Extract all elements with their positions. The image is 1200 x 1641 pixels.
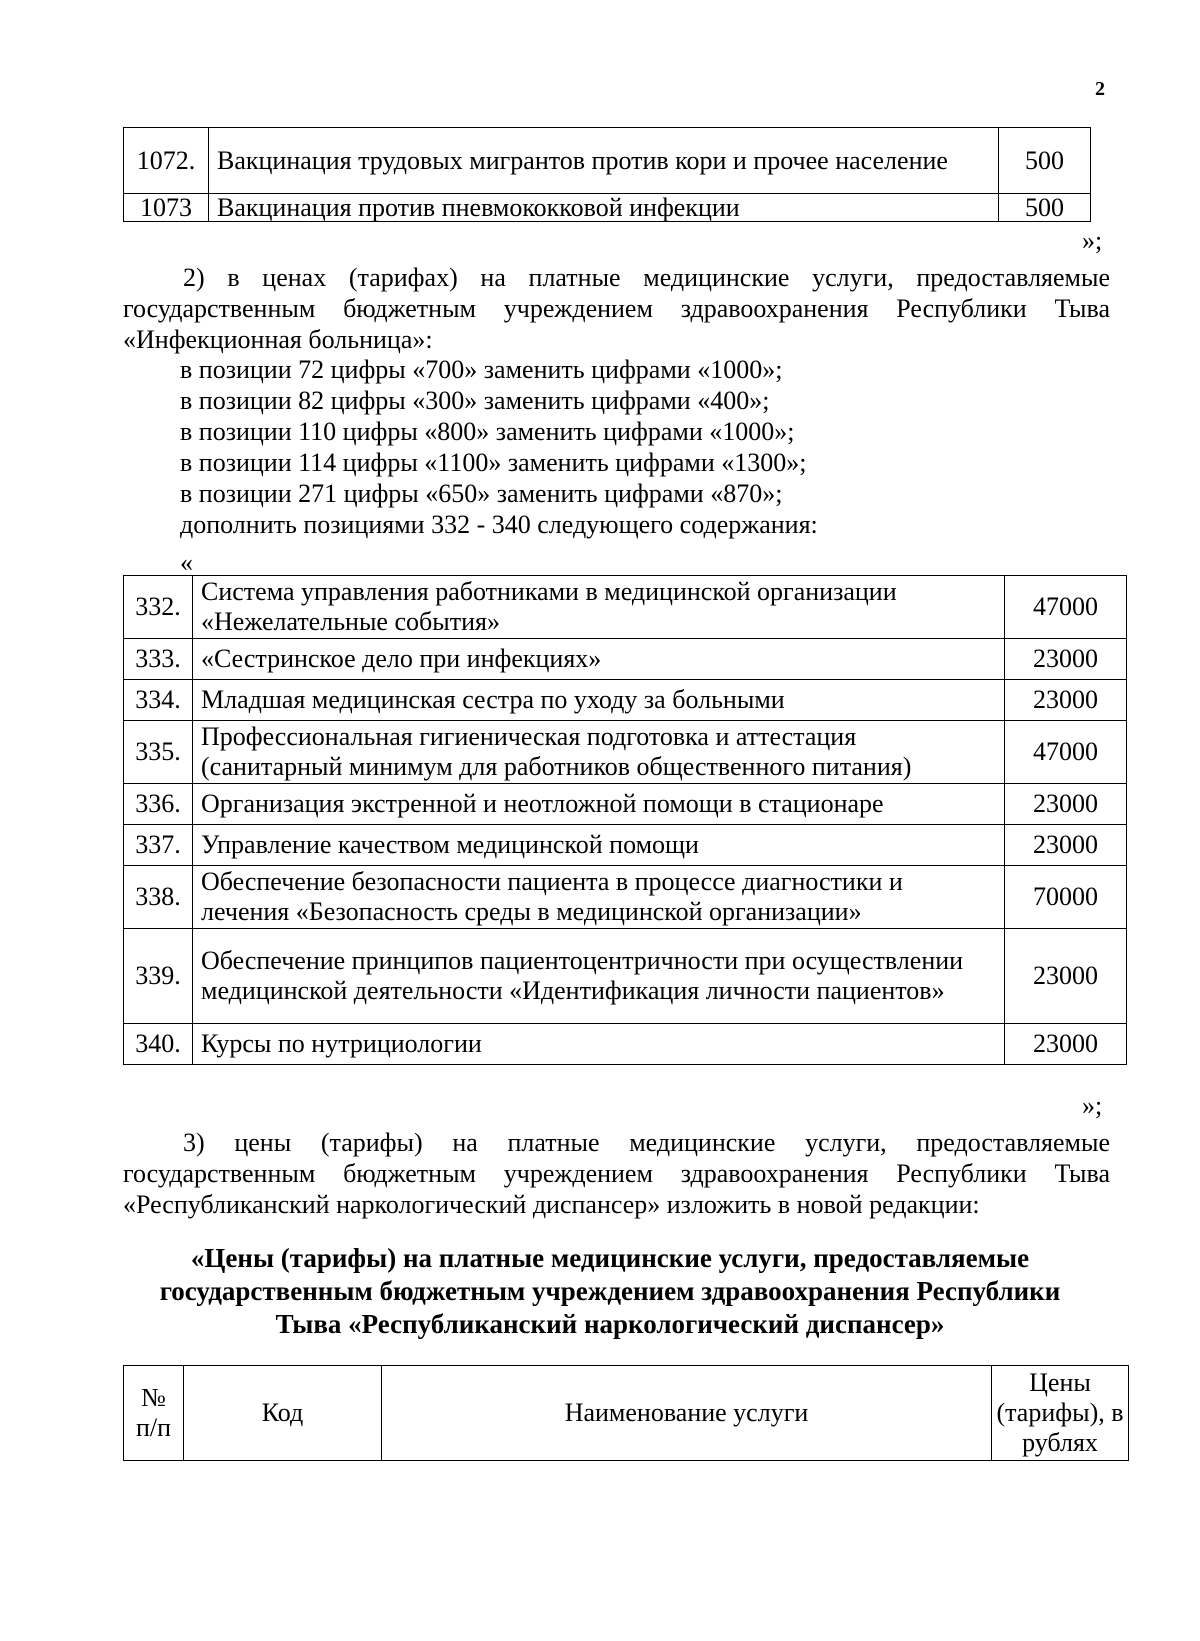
list-item: в позиции 271 цифры «650» заменить цифрами «870»;: [180, 479, 783, 508]
table-row: [124, 639, 1127, 680]
service-price: 500: [999, 194, 1091, 222]
service-name: Младшая медицинская сестра по уходу за больными: [193, 680, 1005, 721]
changes-list: [180, 354, 818, 540]
service-name: Обеспечение безопасности пациента в процессе диагностики и лечения «Безопасность среды в медицинской организации»: [193, 866, 1005, 929]
list-item: в позиции 114 цифры «1100» заменить цифрами «1300»;: [180, 448, 807, 477]
table-row: [124, 784, 1127, 825]
row-number: 340.: [124, 1024, 193, 1065]
column-header-code: Код: [184, 1366, 382, 1461]
row-number: 336.: [124, 784, 193, 825]
continuation-table: [123, 127, 1091, 222]
row-number: 1073: [124, 194, 209, 222]
service-price: 500: [999, 128, 1091, 194]
page-number: 2: [1095, 78, 1105, 100]
service-name: Организация экстренной и неотложной помощи в стационаре: [193, 784, 1005, 825]
service-price: 23000: [1005, 680, 1127, 721]
service-name: Обеспечение принципов пациентоцентричности при осуществлении медицинской деятельности «Идентификация личности пациентов»: [193, 929, 1005, 1024]
price-table-header: [123, 1365, 1129, 1461]
table-row: [124, 1024, 1127, 1065]
service-name: Профессиональная гигиеническая подготовка и аттестация (санитарный минимум для работников общественного питания): [193, 721, 1005, 784]
row-number: 339.: [124, 929, 193, 1024]
column-header-name: Наименование услуги: [382, 1366, 992, 1461]
row-number: 334.: [124, 680, 193, 721]
opening-quote: «: [180, 548, 193, 577]
list-item: дополнить позициями 332 - 340 следующего содержания:: [180, 510, 818, 539]
service-name: «Сестринское дело при инфекциях»: [193, 639, 1005, 680]
service-price: 23000: [1005, 825, 1127, 866]
list-item: в позиции 72 цифры «700» заменить цифрами «1000»;: [180, 355, 783, 384]
header-row: [124, 1366, 1129, 1461]
document-title: «Цены (тарифы) на платные медицинские услуги, предоставляемые государственным бюджетным учреждением здравоохранения Республики Тыва «Республиканский наркологический диспансер»: [159, 1243, 1061, 1339]
service-price: 70000: [1005, 866, 1127, 929]
row-number: 332.: [124, 576, 193, 639]
table-row: [124, 721, 1127, 784]
table-row: [124, 929, 1127, 1024]
service-name: Управление качеством медицинской помощи: [193, 825, 1005, 866]
row-number: 337.: [124, 825, 193, 866]
closing-quote: »;: [1082, 226, 1103, 255]
positions-table: [123, 575, 1127, 1065]
row-number: 1072.: [124, 128, 209, 194]
service-name: Вакцинация против пневмококковой инфекции: [209, 194, 999, 222]
row-number: 333.: [124, 639, 193, 680]
service-price: 23000: [1005, 929, 1127, 1024]
service-price: 47000: [1005, 576, 1127, 639]
service-price: 47000: [1005, 721, 1127, 784]
service-name: Вакцинация трудовых мигрантов против кори и прочее население: [209, 128, 999, 194]
service-price: 23000: [1005, 639, 1127, 680]
list-item: в позиции 110 цифры «800» заменить цифрами «1000»;: [180, 417, 795, 446]
paragraph-item-3: 3) цены (тарифы) на платные медицинские услуги, предоставляемые государственным бюджетным учреждением здравоохранения Республики Тыва «Республиканский наркологический диспансер» изложить в новой редакции:: [123, 1128, 1110, 1219]
paragraph-item-2: 2) в ценах (тарифах) на платные медицинские услуги, предоставляемые государственным бюджетным учреждением здравоохранения Республики Тыва «Инфекционная больница»:: [123, 263, 1110, 354]
list-item: в позиции 82 цифры «300» заменить цифрами «400»;: [180, 386, 770, 415]
table-row: [124, 680, 1127, 721]
table-row: [124, 128, 1091, 194]
service-name: Система управления работниками в медицинской организации «Нежелательные события»: [193, 576, 1005, 639]
table-row: [124, 194, 1091, 222]
row-number: 338.: [124, 866, 193, 929]
service-price: 23000: [1005, 1024, 1127, 1065]
row-number: 335.: [124, 721, 193, 784]
service-name: Курсы по нутрициологии: [193, 1024, 1005, 1065]
table-row: [124, 866, 1127, 929]
service-price: 23000: [1005, 784, 1127, 825]
closing-quote: »;: [1082, 1091, 1103, 1120]
column-header-number: № п/п: [124, 1366, 184, 1461]
table-row: [124, 576, 1127, 639]
column-header-price: Цены (тарифы), в рублях: [992, 1366, 1129, 1461]
table-row: [124, 825, 1127, 866]
